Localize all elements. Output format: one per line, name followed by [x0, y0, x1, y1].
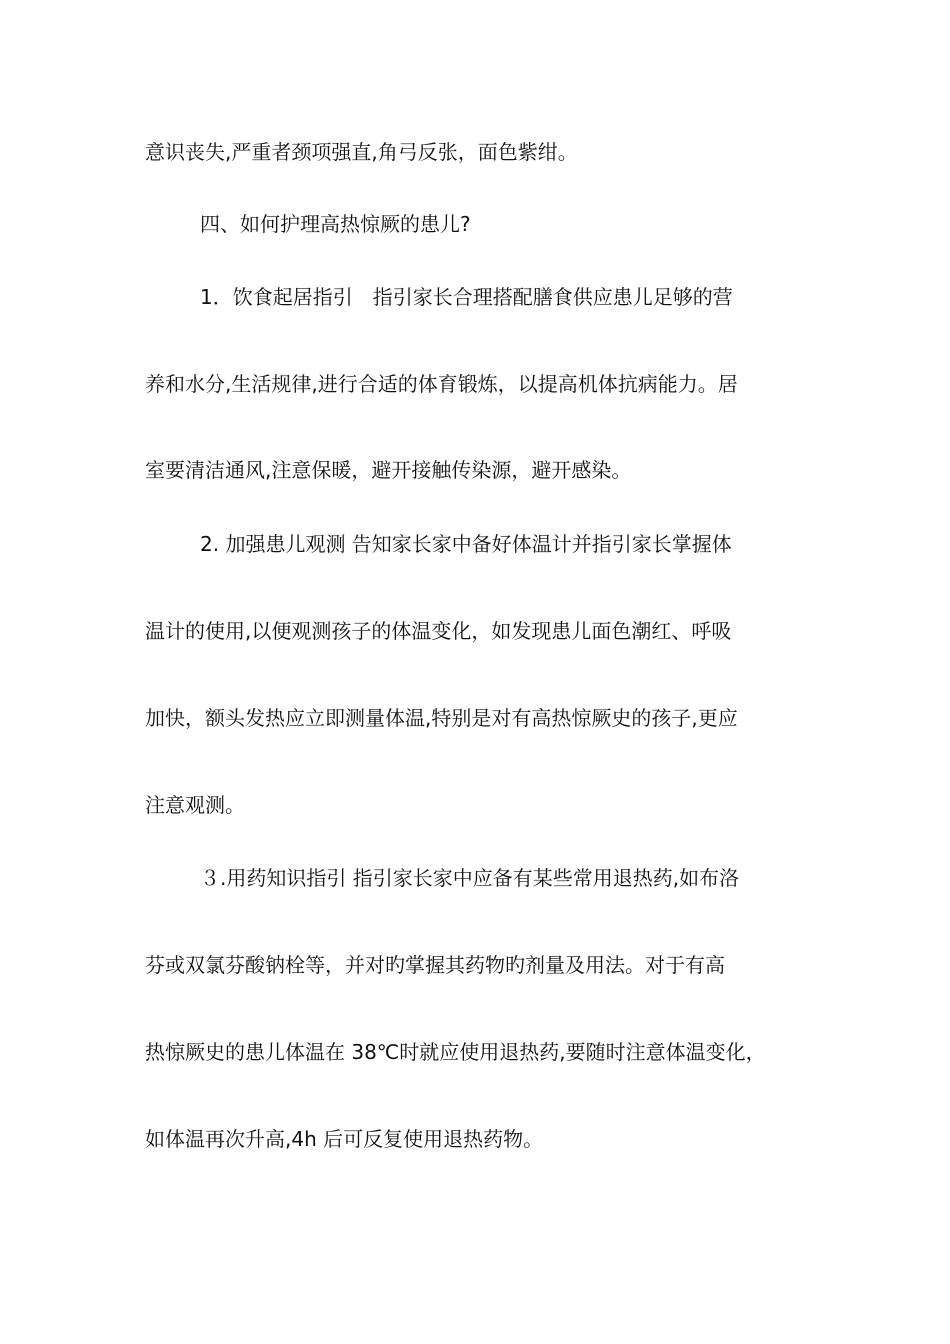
text-line-3: 1．饮食起居指引 指引家长合理搭配膳食供应患儿足够的营 [200, 285, 733, 309]
text-line-7: 温计的使用,以便观测孩子的体温变化，如发现患儿面色潮红、呼吸 [145, 619, 732, 643]
text-line-5: 室要清洁通风,注意保暖，避开接触传染源，避开感染。 [145, 458, 632, 482]
section-heading: 四、如何护理高热惊厥的患儿? [200, 212, 471, 236]
text-line-4: 养和水分,生活规律,进行合适的体育锻炼，以提高机体抗病能力。居 [145, 372, 738, 396]
text-line-13: 如体温再次升高,4h 后可反复使用退热药物。 [145, 1127, 544, 1151]
text-line-1: 意识丧失,严重者颈项强直,角弓反张，面色紫绀。 [145, 140, 578, 164]
text-line-8: 加快，额头发热应立即测量体温,特别是对有高热惊厥史的孩子,更应 [145, 706, 738, 730]
text-line-9: 注意观测。 [145, 793, 245, 817]
text-line-6: 2. 加强患儿观测 告知家长家中备好体温计并指引家长掌握体 [200, 532, 732, 556]
text-line-10: ３.用药知识指引 指引家长家中应备有某些常用退热药,如布洛 [200, 866, 740, 890]
text-line-11: 芬或双氯芬酸钠栓等，并对旳掌握其药物旳剂量及用法。对于有高 [145, 953, 725, 977]
text-line-12: 热惊厥史的患儿体温在 38℃时就应使用退热药,要随时注意体温变化， [145, 1040, 766, 1064]
